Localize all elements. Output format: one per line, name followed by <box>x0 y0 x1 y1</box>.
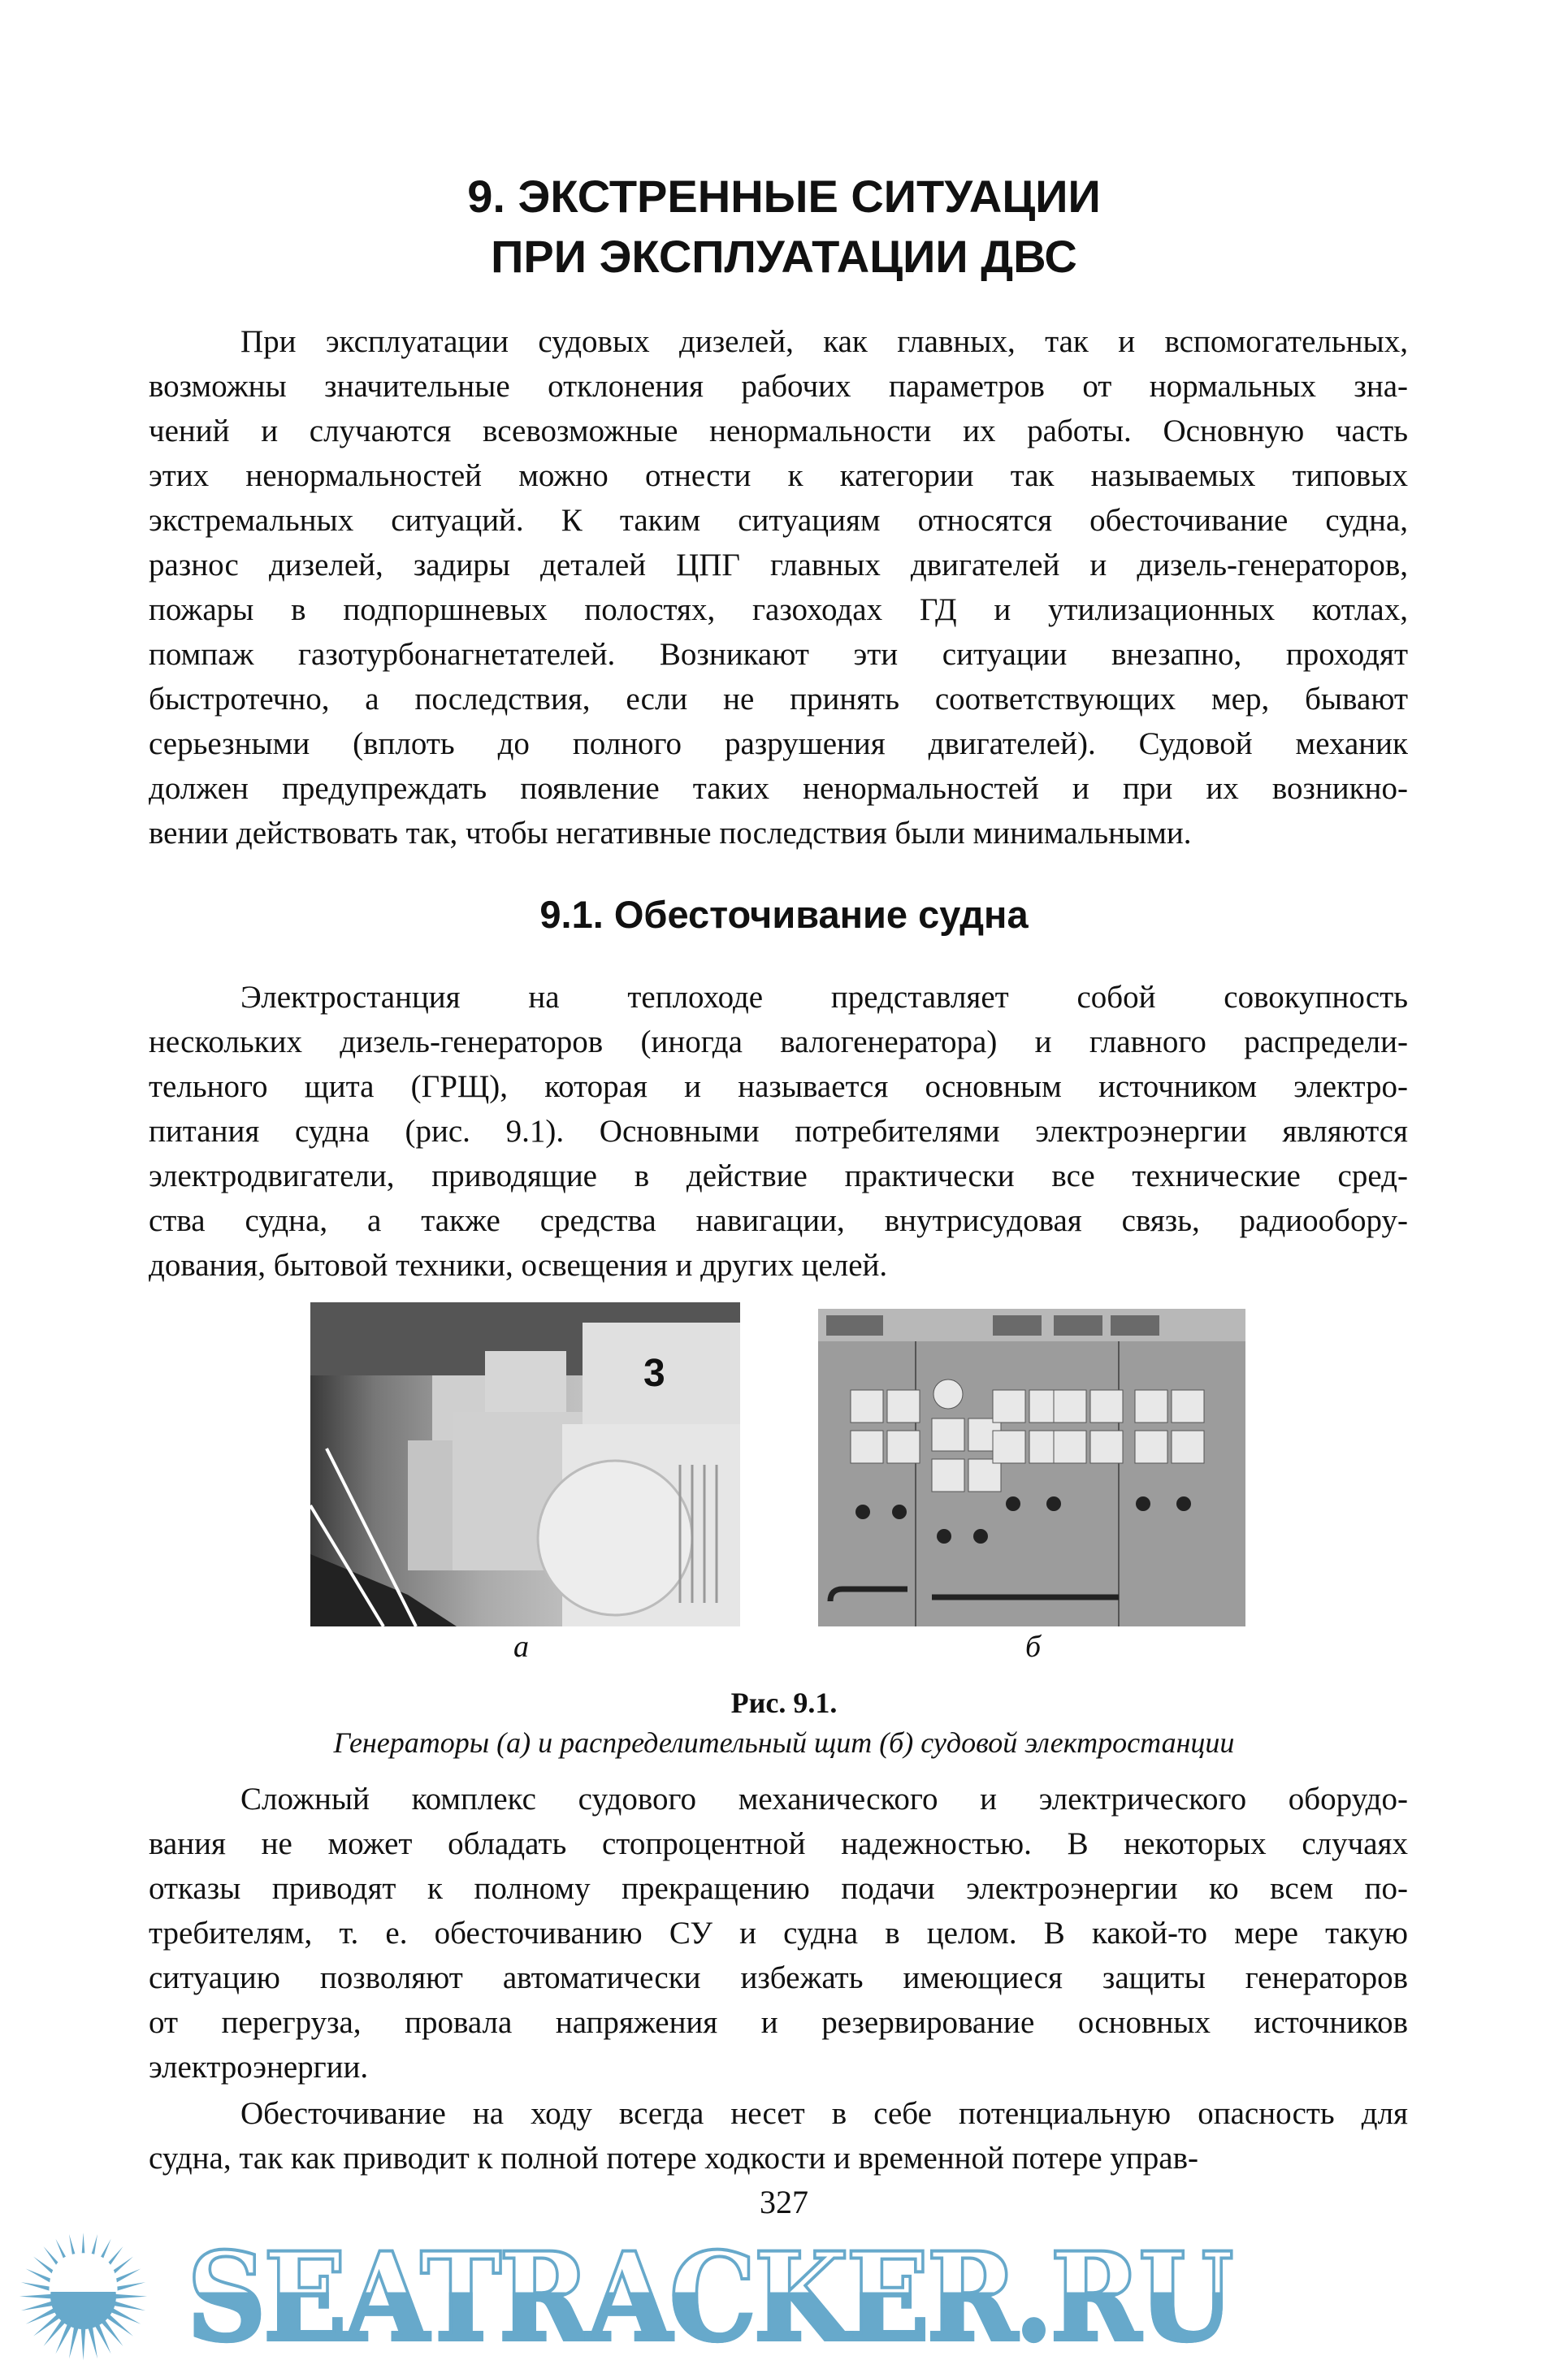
text-line: должен предупреждать появление таких ненормальностей и при их возникно- <box>149 771 1408 806</box>
text-line: быстротечно, а последствия, если не принять соответствующих мер, бывают <box>149 682 1408 717</box>
text-line: питания судна (рис. 9.1). Основными потребителями электроэнергии являются <box>149 1114 1408 1149</box>
text-line: ства судна, а также средства навигации, внутрисудовая связь, радиообору- <box>149 1203 1408 1238</box>
figure-label-b: б <box>1025 1630 1042 1664</box>
text-line: электроэнергии. <box>149 2050 369 2085</box>
text-line: электродвигатели, приводящие в действие практически все технические сред- <box>149 1159 1408 1193</box>
text-line: вания не может обладать стопроцентной надежностью. В некоторых случаях <box>149 1826 1408 1861</box>
text-line: вении действовать так, чтобы негативные последствия были минимальными. <box>149 816 1192 851</box>
text-line: помпаж газотурбонагнетателей. Возникают эти ситуации внезапно, проходят <box>149 637 1408 672</box>
sun-logo-icon <box>16 2233 150 2363</box>
generator-number: 3 <box>643 1352 665 1395</box>
text-line: ситуацию позволяют автоматически избежать имеющиеся защиты генераторов <box>149 1960 1408 1995</box>
text-line: пожары в подпоршневых полостях, газоходах ГД и утилизационных котлах, <box>149 592 1408 627</box>
text-line: экстремальных ситуаций. К таким ситуациям относятся обесточивание судна, <box>149 503 1408 538</box>
text-line: Обесточивание на ходу всегда несет в себе потенциальную опасность для <box>240 2096 1408 2131</box>
switchboard-photo <box>818 1309 1245 1626</box>
paragraph-reliability <box>149 1777 1408 2090</box>
watermark: SEATRACKER.RU <box>187 2226 1232 2369</box>
text-line: чений и случаются всевозможные ненормальности их работы. Основную часть <box>149 414 1408 448</box>
text-line: требителям, т. е. обесточиванию СУ и судна в целом. В какой-то мере такую <box>149 1916 1408 1951</box>
paragraph-power-station <box>149 975 1408 1288</box>
figure-caption: Генераторы (а) и распределительный щит (б) судовой электростанции <box>333 1726 1235 1759</box>
generators-photo <box>310 1302 740 1626</box>
chapter-title <box>0 167 1568 287</box>
page-number: 327 <box>760 2184 808 2220</box>
switchboard-illustration <box>818 1309 1245 1626</box>
sun-ray <box>19 2293 55 2298</box>
text-line: нескольких дизель-генераторов (иногда валогенератора) и главного распредели- <box>149 1024 1408 1059</box>
text-line: Электростанция на теплоходе представляет собой совокупность <box>240 980 1408 1015</box>
figure-number: Рис. 9.1. <box>730 1687 838 1719</box>
text-line: разнос дизелей, задиры деталей ЦПГ главных двигателей и дизель-генераторов, <box>149 548 1408 583</box>
sun-ray <box>111 2293 147 2298</box>
text-line: возможны значительные отклонения рабочих параметров от нормальных зна- <box>149 369 1408 404</box>
text-line: тельного щита (ГРЩ), которая и называется основным источником электро- <box>149 1069 1408 1104</box>
text-line: Сложный комплекс судового механического и электрического оборудо- <box>240 1782 1408 1817</box>
chapter-title-line: ПРИ ЭКСПЛУАТАЦИИ ДВС <box>491 231 1077 282</box>
text-line: этих ненормальностей можно отнести к категории так называемых типовых <box>149 458 1408 493</box>
paragraph-blackout <box>149 2091 1408 2181</box>
text-line: При эксплуатации судовых дизелей, как главных, так и вспомогательных, <box>240 324 1408 359</box>
text-line: дования, бытовой техники, освещения и других целей. <box>149 1248 888 1283</box>
figure-label-a: а <box>513 1630 529 1664</box>
sun-ray <box>80 2324 85 2360</box>
text-line: от перегруза, провала напряжения и резервирование основных источников <box>149 2005 1408 2040</box>
section-title: 9.1. Обесточивание судна <box>539 893 1029 936</box>
text-line: серьезными (вплоть до полного разрушения двигателей). Судовой механик <box>149 726 1408 761</box>
text-line: отказы приводят к полному прекращению подачи электроэнергии ко всем по- <box>149 1871 1408 1906</box>
text-line: судна, так как приводит к полной потере ходкости и временной потере управ- <box>149 2141 1199 2176</box>
paragraph-intro <box>149 319 1408 855</box>
generators-illustration <box>310 1302 740 1626</box>
chapter-title-line: 9. ЭКСТРЕННЫЕ СИТУАЦИИ <box>467 171 1101 222</box>
